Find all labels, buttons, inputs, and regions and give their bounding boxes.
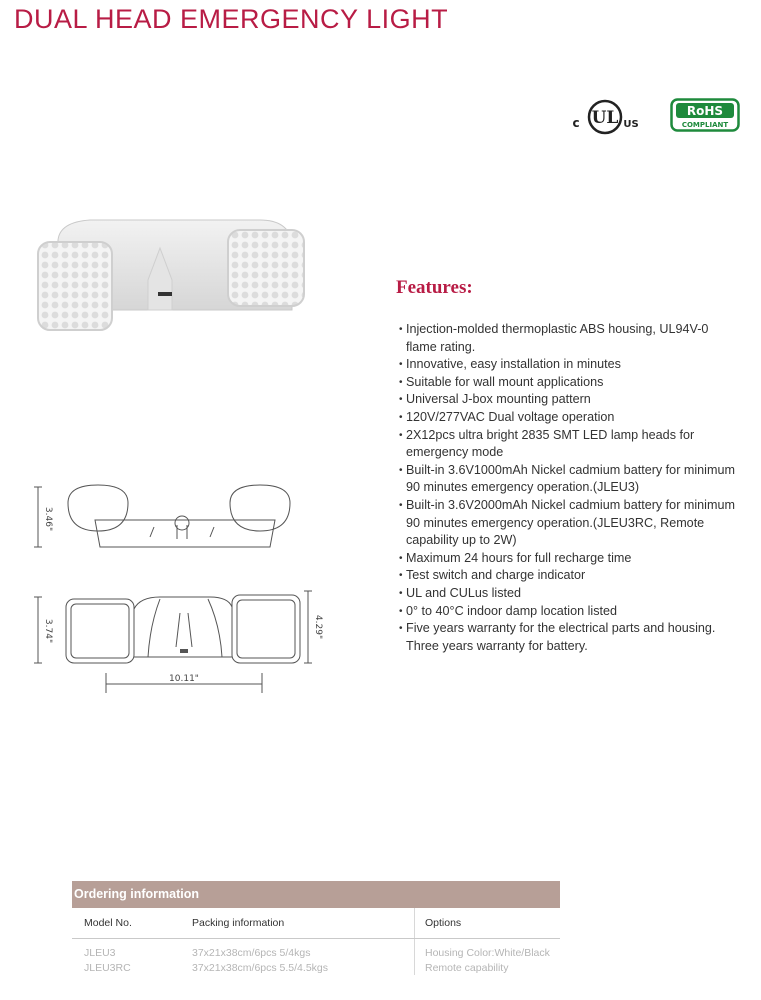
feature-item: • Five years warranty for the electrical parts and housing. Three years warranty for battery. [399,620,739,655]
feature-item: • Built-in 3.6V1000mAh Nickel cadmium battery for minimum 90 minutes emergency operation.(JLEU3) [399,462,739,497]
feature-item: • Universal J-box mounting pattern [399,391,739,409]
feature-item: • UL and CULus listed [399,585,739,603]
svg-text:c: c [572,116,580,130]
table-row [72,939,560,961]
feature-item: • Injection-molded thermoplastic ABS housing, UL94V-0 flame rating. [399,321,739,356]
svg-text:UL: UL [591,108,619,128]
table-cell-model: JLEU3 [84,946,116,959]
column-header-options: Options [415,908,561,939]
column-header-packing: Packing information [192,908,415,939]
table-cell-packing: 37x21x38cm/6pcs 5/4kgs [192,946,311,959]
svg-text:4.29": 4.29" [313,614,323,640]
front-view-drawing [30,585,340,700]
svg-text:3.46": 3.46" [43,506,53,532]
rohs-compliant-badge [670,98,740,132]
feature-item: • 2X12pcs ultra bright 2835 SMT LED lamp heads for emergency mode [399,427,739,462]
ordering-information-section [72,881,560,975]
ordering-table [72,908,560,975]
feature-item: • 0° to 40°C indoor damp location listed [399,603,739,621]
feature-item: • 120V/277VAC Dual voltage operation [399,409,739,427]
page-title: DUAL HEAD EMERGENCY LIGHT [14,4,449,34]
product-photo [30,200,320,340]
ordering-header: Ordering information [72,881,560,908]
table-cell-options: Remote capability [415,960,561,975]
feature-item: • Test switch and charge indicator [399,567,739,585]
feature-item: • Suitable for wall mount applications [399,374,739,392]
svg-text:COMPLIANT: COMPLIANT [681,121,729,129]
table-cell-packing: 37x21x38cm/6pcs 5.5/4.5kgs [192,961,328,974]
features-heading: Features: [396,277,473,298]
svg-text:3.74": 3.74" [43,618,53,644]
column-header-model: Model No. [72,908,192,939]
feature-item: • Maximum 24 hours for full recharge time [399,550,739,568]
feature-item: • Built-in 3.6V2000mAh Nickel cadmium battery for minimum 90 minutes emergency operation.(JLEU3RC, Remote capability up to 2W) [399,497,739,550]
side-view-drawing [30,475,330,565]
svg-text:10.11": 10.11" [169,674,199,684]
svg-text:US: US [623,119,639,130]
table-cell-model: JLEU3RC [84,961,131,974]
svg-text:RoHS: RoHS [686,104,724,118]
features-list [399,321,739,655]
table-row [72,960,560,975]
ul-certification-logo [570,98,640,138]
table-cell-options: Housing Color:White/Black [415,939,561,961]
table-header-row [72,908,560,939]
feature-item: • Innovative, easy installation in minutes [399,356,739,374]
